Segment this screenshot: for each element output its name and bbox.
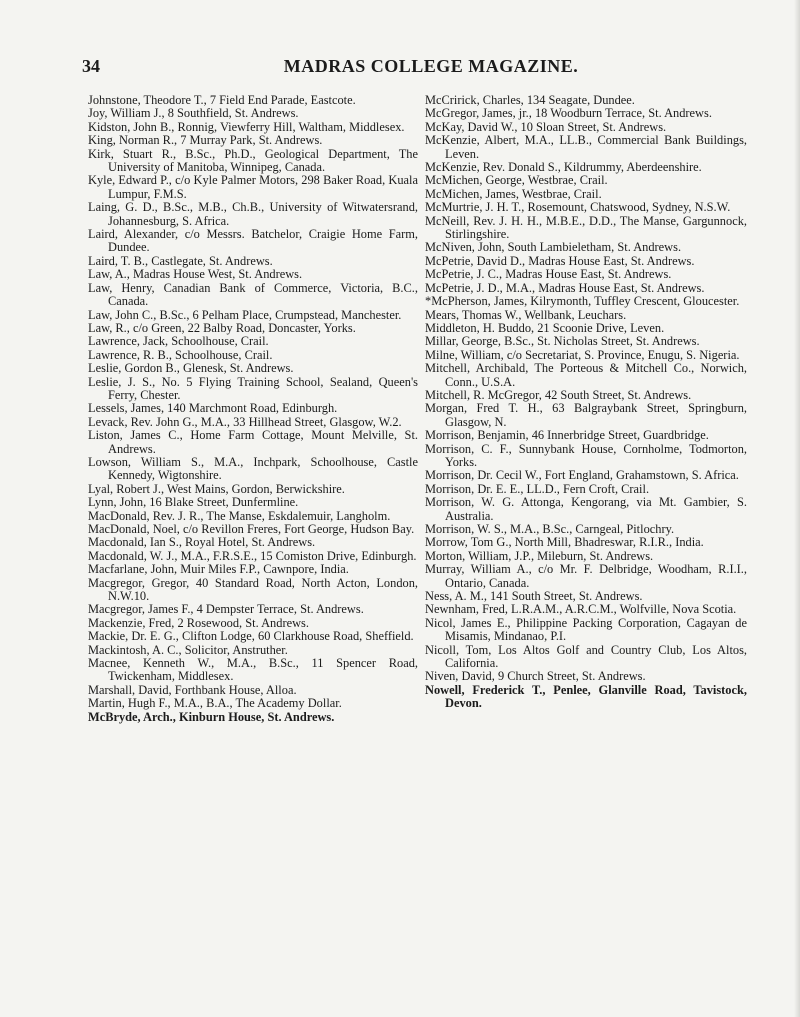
page-number: 34 <box>82 56 100 76</box>
directory-entry: Mitchell, R. McGregor, 42 South Street, St. Andrews. <box>425 387 692 402</box>
directory-entry: Lessels, James, 140 Marchmont Road, Edinburgh. <box>88 401 338 416</box>
right-column <box>425 94 747 711</box>
directory-entry: McCririck, Charles, 134 Seagate, Dundee. <box>425 93 635 107</box>
directory-entry: Law, R., c/o Green, 22 Balby Road, Doncaster, Yorks. <box>88 320 356 335</box>
directory-entry: Kidston, John B., Ronnig, Viewferry Hill, Waltham, Middlesex. <box>88 119 405 134</box>
directory-entry: McKenzie, Albert, M.A., LL.B., Commercial Bank Buildings, Leven. <box>425 133 747 161</box>
directory-entry: Newnham, Fred, L.R.A.M., A.R.C.M., Wolfville, Nova Scotia. <box>425 602 737 617</box>
directory-entry: McNiven, John, South Lambieletham, St. Andrews. <box>425 240 682 255</box>
directory-entry: McMichen, George, Westbrae, Crail. <box>425 173 608 188</box>
directory-entry: *McPherson, James, Kilrymonth, Tuffley Crescent, Gloucester. <box>425 294 740 309</box>
directory-entry: Macgregor, James F., 4 Dempster Terrace, St. Andrews. <box>88 602 364 617</box>
directory-entry: Macdonald, W. J., M.A., F.R.S.E., 15 Comiston Drive, Edinburgh. <box>88 548 417 563</box>
directory-entry: Leslie, J. S., No. 5 Flying Training School, Sealand, Queen's Ferry, Chester. <box>88 374 418 402</box>
directory-entry: McBryde, Arch., Kinburn House, St. Andrews. <box>88 709 335 724</box>
directory-entry: Morrison, C. F., Sunnybank House, Cornholme, Todmorton, Yorks. <box>425 441 747 469</box>
directory-entry: Morrow, Tom G., North Mill, Bhadreswar, R.I.R., India. <box>425 535 704 550</box>
directory-entry: Kyle, Edward P., c/o Kyle Palmer Motors, 298 Baker Road, Kuala Lumpur, F.M.S. <box>88 173 418 201</box>
directory-entry: MacDonald, Noel, c/o Revillon Freres, Fort George, Hudson Bay. <box>88 522 415 536</box>
directory-entry: Morrison, W. S., M.A., B.Sc., Carngeal, Pitlochry. <box>425 522 675 536</box>
directory-entry: Levack, Rev. John G., M.A., 33 Hillhead Street, Glasgow, W.2. <box>88 414 402 429</box>
directory-entry: Lowson, William S., M.A., Inchpark, Schoolhouse, Castle Kennedy, Wigtonshire. <box>88 454 418 483</box>
directory-entry: Nowell, Frederick T., Penlee, Glanville Road, Tavistock, Devon. <box>425 682 747 711</box>
directory-entry: Lynn, John, 16 Blake Street, Dunfermline. <box>88 495 299 510</box>
directory-entry: Murray, William A., c/o Mr. F. Delbridge, Woodham, R.I.I., Ontario, Canada. <box>425 562 747 590</box>
directory-entry: McNeill, Rev. J. H. H., M.B.E., D.D., The Manse, Gargunnock, Stirlingshire. <box>425 213 747 242</box>
directory-entry: Macdonald, Ian S., Royal Hotel, St. Andrews. <box>88 535 316 550</box>
directory-entry: Lawrence, R. B., Schoolhouse, Crail. <box>88 347 273 362</box>
directory-entry: Marshall, David, Forthbank House, Alloa. <box>88 682 297 697</box>
directory-entry: Joy, William J., 8 Southfield, St. Andrews. <box>88 106 299 121</box>
directory-entry: McPetrie, J. D., M.A., Madras House East, St. Andrews. <box>425 280 705 295</box>
directory-entry: Macnee, Kenneth W., M.A., B.Sc., 11 Spencer Road, Twickenham, Middlesex. <box>88 656 418 684</box>
directory-entry: McMurtrie, J. H. T., Rosemount, Chatswood, Sydney, N.S.W. <box>425 200 731 215</box>
directory-entry: McKenzie, Rev. Donald S., Kildrummy, Aberdeenshire. <box>425 160 702 175</box>
directory-entry: King, Norman R., 7 Murray Park, St. Andrews. <box>88 133 323 148</box>
directory-entry: Laing, G. D., B.Sc., M.B., Ch.B., University of Witwatersrand, Johannesburg, S. Africa. <box>88 200 418 228</box>
left-column <box>88 94 418 724</box>
directory-entry: Kirk, Stuart R., B.Sc., Ph.D., Geological Department, The University of Manitoba, Winnipeg, Canada. <box>88 146 418 175</box>
directory-entry: Laird, Alexander, c/o Messrs. Batchelor, Craigie Home Farm, Dundee. <box>88 227 418 255</box>
directory-entry: Niven, David, 9 Church Street, St. Andrews. <box>425 669 646 684</box>
directory-entry: McGregor, James, jr., 18 Woodburn Terrace, St. Andrews. <box>425 106 712 121</box>
directory-entry: Leslie, Gordon B., Glenesk, St. Andrews. <box>88 361 294 376</box>
directory-entry: McPetrie, J. C., Madras House East, St. Andrews. <box>425 267 672 282</box>
directory-entry: Law, A., Madras House West, St. Andrews. <box>88 267 303 282</box>
directory-entry: Morrison, W. G. Attonga, Kengorang, via Mt. Gambier, S. Australia. <box>425 495 747 523</box>
directory-entry: Morrison, Benjamin, 46 Innerbridge Street, Guardbridge. <box>425 428 709 443</box>
directory-entry: Mitchell, Archibald, The Porteous & Mitchell Co., Norwich, Conn., U.S.A. <box>425 361 747 389</box>
directory-entry: Mackintosh, A. C., Solicitor, Anstruther. <box>88 642 288 657</box>
directory-entry: Morgan, Fred T. H., 63 Balgraybank Street, Springburn, Glasgow, N. <box>425 401 747 429</box>
directory-entry: Law, John C., B.Sc., 6 Pelham Place, Crumpstead, Manchester. <box>88 307 402 322</box>
directory-entry: Laird, T. B., Castlegate, St. Andrews. <box>88 253 273 268</box>
directory-entry: Law, Henry, Canadian Bank of Commerce, Victoria, B.C., Canada. <box>88 280 418 309</box>
directory-entry: Martin, Hugh F., M.A., B.A., The Academy Dollar. <box>88 696 342 711</box>
directory-entry: Milne, William, c/o Secretariat, S. Province, Enugu, S. Nigeria. <box>425 347 740 362</box>
directory-entry: Lawrence, Jack, Schoolhouse, Crail. <box>88 334 269 349</box>
directory-entry: Morton, William, J.P., Mileburn, St. Andrews. <box>425 548 654 563</box>
directory-entry: Mears, Thomas W., Wellbank, Leuchars. <box>425 307 627 322</box>
directory-entry: McKay, David W., 10 Sloan Street, St. Andrews. <box>425 119 667 134</box>
scan-edge <box>794 0 800 1017</box>
directory-entry: Middleton, H. Buddo, 21 Scoonie Drive, Leven. <box>425 320 665 335</box>
directory-entry: Macfarlane, John, Muir Miles F.P., Cawnpore, India. <box>88 562 349 577</box>
directory-entry: Morrison, Dr. Cecil W., Fort England, Grahamstown, S. Africa. <box>425 468 739 483</box>
directory-entry: Morrison, Dr. E. E., LL.D., Fern Croft, Crail. <box>425 481 650 496</box>
directory-entry: Mackie, Dr. E. G., Clifton Lodge, 60 Clarkhouse Road, Sheffield. <box>88 629 414 644</box>
directory-entry: Johnstone, Theodore T., 7 Field End Parade, Eastcote. <box>88 93 356 107</box>
directory-entry: McPetrie, David D., Madras House East, St. Andrews. <box>425 253 695 268</box>
directory-entry: Mackenzie, Fred, 2 Rosewood, St. Andrews. <box>88 615 309 630</box>
directory-entry: Macgregor, Gregor, 40 Standard Road, North Acton, London, N.W.10. <box>88 575 418 604</box>
directory-entry: McMichen, James, Westbrae, Crail. <box>425 186 602 201</box>
directory-entry: Ness, A. M., 141 South Street, St. Andrews. <box>425 589 643 604</box>
page-header <box>82 56 740 80</box>
directory-entry: Nicoll, Tom, Los Altos Golf and Country Club, Los Altos, California. <box>425 642 747 671</box>
directory-entry: Liston, James C., Home Farm Cottage, Mount Melville, St. Andrews. <box>88 428 418 456</box>
directory-entry: Nicol, James E., Philippine Packing Corporation, Cagayan de Misamis, Mindanao, P.I. <box>425 615 747 644</box>
directory-entry: Millar, George, B.Sc., St. Nicholas Street, St. Andrews. <box>425 334 700 349</box>
directory-entry: Lyal, Robert J., West Mains, Gordon, Berwickshire. <box>88 481 345 496</box>
directory-entry: MacDonald, Rev. J. R., The Manse, Eskdalemuir, Langholm. <box>88 508 391 523</box>
running-head: MADRAS COLLEGE MAGAZINE. <box>283 56 579 76</box>
